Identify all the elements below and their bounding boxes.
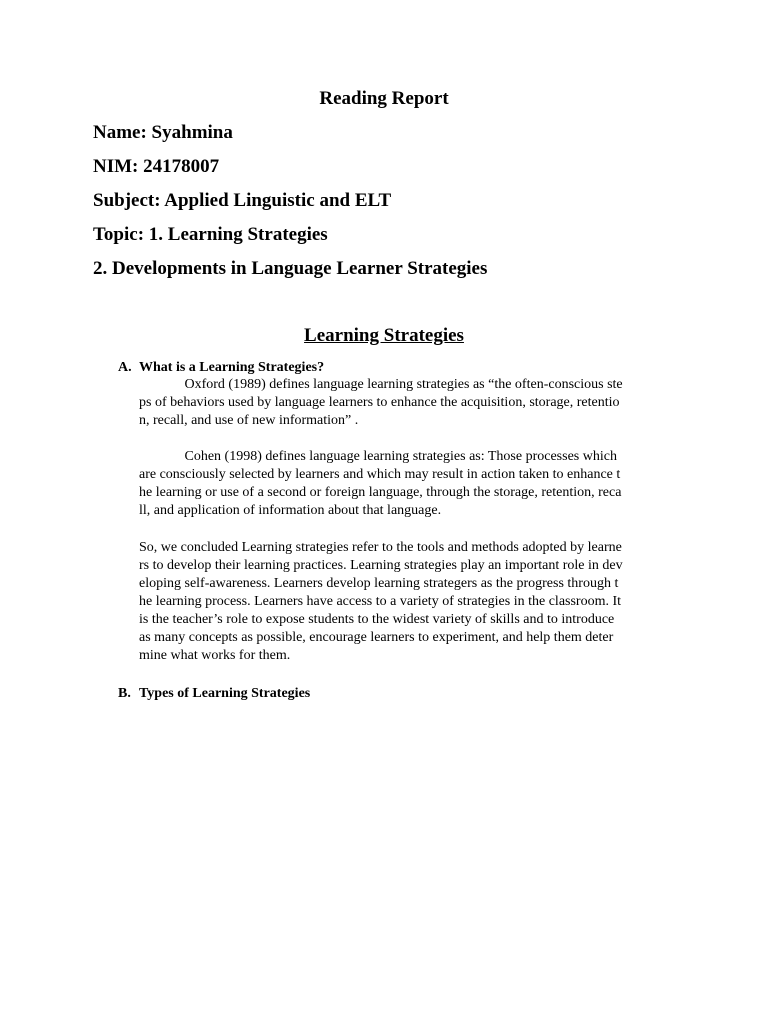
report-title: Reading Report [319,88,449,109]
paragraph-line: he learning process. Learners have access to a variety of strategies in the classroom. It [139,594,622,609]
paragraph-line: as many concepts as possible, encourage learners to experiment, and help them deter [139,630,614,645]
topic-line-2: 2. Developments in Language Learner Strategies [93,258,488,279]
paragraph-line: ll, and application of information about that language. [139,503,442,518]
paragraph-line: eloping self-awareness. Learners develop learning strategers as the progress through t [139,576,619,591]
heading-a [118,359,324,376]
heading-b-letter: B. [118,686,131,701]
student-nim: NIM: 24178007 [93,156,220,177]
heading-a-text: What is a Learning Strategies? [139,360,325,375]
topic-line: Topic: 1. Learning Strategies [93,224,328,245]
section-title: Learning Strategies [304,325,464,346]
paragraph-oxford [139,376,623,430]
heading-b [118,685,310,702]
paragraph-line: Oxford (1989) defines language learning strategies as “the often-conscious ste [139,377,623,392]
paragraph-line: Cohen (1998) defines language learning strategies as: Those processes which [139,449,617,464]
paragraph-conclusion [139,539,623,665]
subject-line: Subject: Applied Linguistic and ELT [93,190,392,211]
heading-a-letter: A. [118,360,132,375]
paragraph-line: is the teacher’s role to expose students to the widest variety of skills and to introduce [139,612,615,627]
paragraph-line: he learning or use of a second or foreign language, through the storage, retention, reca [139,485,622,500]
paragraph-line: rs to develop their learning practices. Learning strategies play an important role in dev [139,558,623,573]
paragraph-line: So, we concluded Learning strategies refer to the tools and methods adopted by learne [139,540,622,555]
paragraph-line: n, recall, and use of new information” . [139,413,359,428]
paragraph-line: mine what works for them. [139,648,291,663]
heading-b-text: Types of Learning Strategies [139,686,311,701]
paragraph-line: are consciously selected by learners and which may result in action taken to enhance t [139,467,621,482]
paragraph-line: ps of behaviors used by language learners to enhance the acquisition, storage, retentio [139,395,620,410]
paragraph-cohen [139,448,621,520]
student-name: Name: Syahmina [93,122,233,143]
